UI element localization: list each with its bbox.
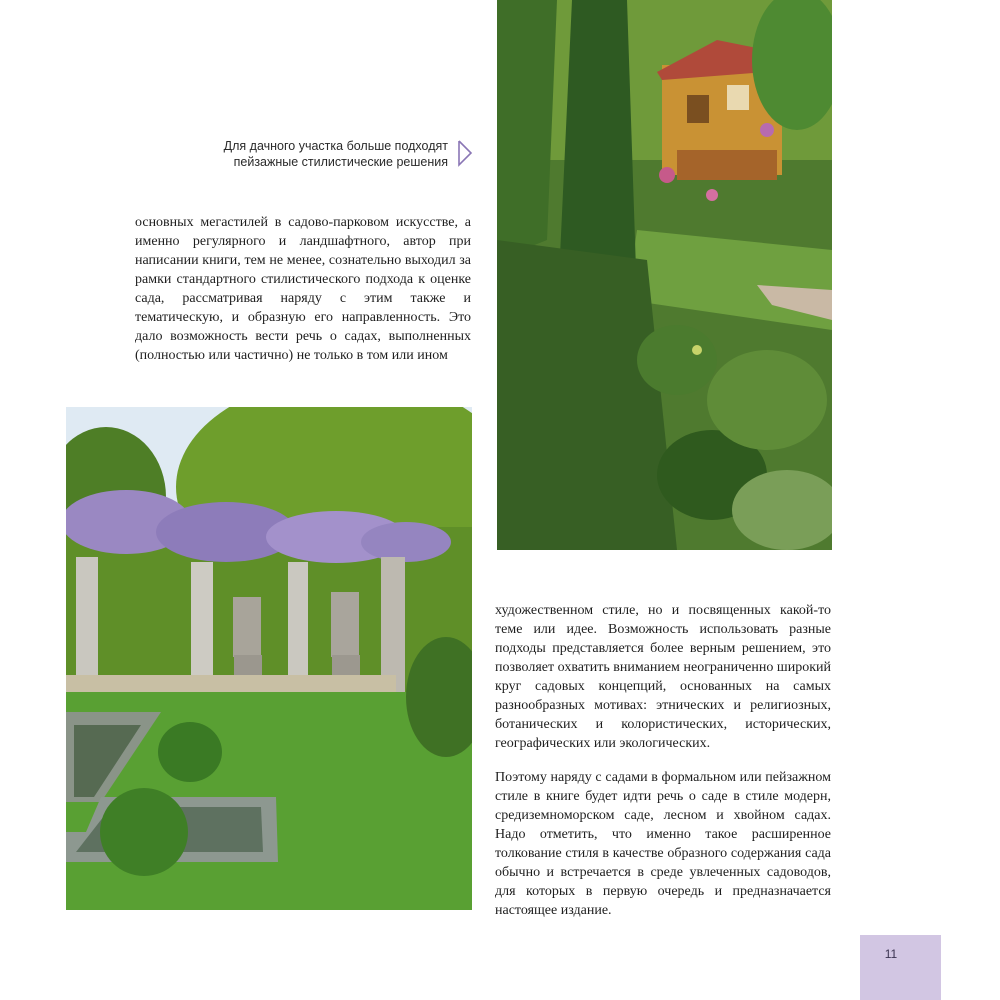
page-number-tab xyxy=(860,935,941,1000)
paragraph: основных мегастилей в садово-парковом искусстве, а именно регулярного и ландшафтного, автор при написании книги, тем не менее, сознательно выходил за рамки стандартного стилистического подхода к оценке сада, рассматривая наряду с этим также и тематическую, и образную его направленность. Это дало возможность вести речь о садах, выполненных (полностью или частично) не только в том или ином xyxy=(135,215,471,363)
page-number: 11 xyxy=(884,947,898,961)
wisteria-pergola-photo xyxy=(66,407,472,910)
body-text-column-2 xyxy=(495,601,831,753)
caption-pointer-icon xyxy=(457,139,473,167)
caption-line-1: Для дачного участка больше подходят xyxy=(223,139,448,153)
body-text-column-1 xyxy=(135,213,471,365)
garden-house-photo xyxy=(497,0,832,550)
paragraph: художественном стиле, но и посвященных какой-то теме или идее. Возможность использовать разные подходы представляется более верным решением, это позволяет охватить вниманием неограниченно широкий круг садовых концепций, основанных на самых разнообразных мотивах: этнических и религиозных, ботанических и колористических, исторических, географических или экологических. xyxy=(495,603,831,751)
photo-caption xyxy=(188,138,448,170)
body-text-column-2b xyxy=(495,768,831,920)
caption-line-2: пейзажные стилистические решения xyxy=(233,155,448,169)
paragraph: Поэтому наряду с садами в формальном или пейзажном стиле в книге будет идти речь о саде в стиле модерн, средиземноморском саде, лесном и хвойном садах. Надо отметить, что именно такое расширенное толкование стиля в качестве образного содержания сада обычно и встречается в среде увлеченных садоводов, для которых в первую очередь и предназначается настоящее издание. xyxy=(495,770,831,918)
